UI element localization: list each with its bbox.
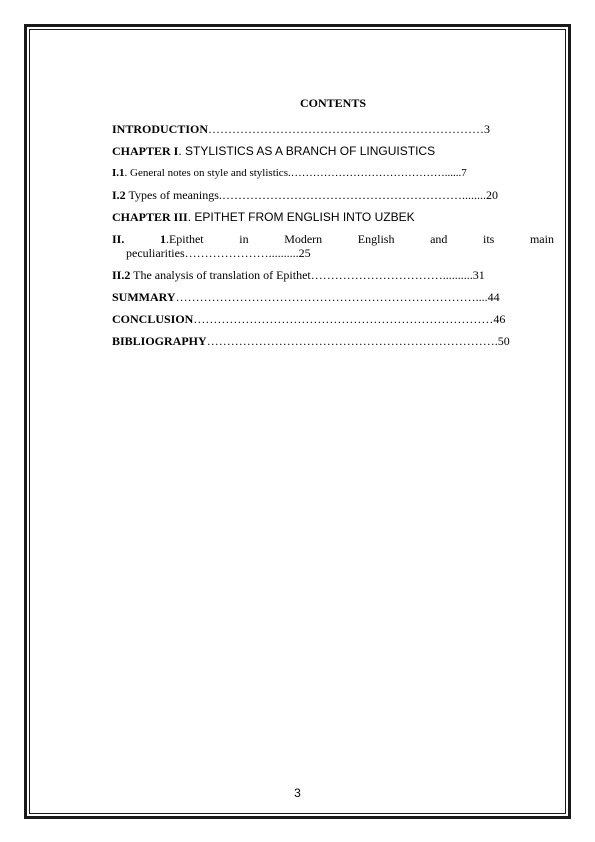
toc-leader: ……………………………………...... — [290, 167, 462, 179]
toc-entry-2-1 — [112, 232, 554, 260]
toc-entry-1-2 — [112, 188, 554, 202]
toc-heading: CHAPTER I — [112, 144, 179, 158]
toc-page: 50 — [497, 334, 510, 348]
page-number: 3 — [294, 786, 301, 800]
toc-justified-line — [112, 232, 554, 246]
toc-entry-chapter-1 — [112, 144, 554, 158]
toc-heading: SUMMARY — [112, 290, 176, 304]
toc-page: 20 — [485, 188, 498, 202]
contents-title: CONTENTS — [299, 96, 367, 110]
toc-page: 44 — [487, 290, 500, 304]
toc-heading: CHAPTER III — [112, 210, 188, 224]
toc-page: 31 — [472, 268, 485, 282]
toc-entry-1-1 — [112, 166, 554, 180]
toc-heading: INTRODUCTION — [112, 122, 209, 136]
toc-page: 7 — [461, 167, 467, 179]
toc-entry-conclusion — [112, 312, 554, 326]
toc-entry-summary — [112, 290, 554, 304]
toc-text: . STYLISTICS AS A BRANCH OF LINGUISTICS — [178, 144, 436, 158]
toc-text: Types of meanings. — [125, 188, 222, 202]
toc-text: The analysis of translation of Epithet — [130, 268, 311, 282]
toc-epithet: 1.Epithet — [159, 232, 204, 246]
toc-word: Modern — [284, 232, 323, 246]
contents-page — [112, 96, 554, 356]
toc-word: main — [529, 232, 554, 246]
toc-page: 46 — [493, 312, 506, 326]
toc-entry-2-2 — [112, 268, 554, 282]
toc-heading: I.2 — [112, 188, 126, 202]
toc-leader: …………………………….......... — [310, 268, 473, 282]
toc-text: peculiarities — [126, 246, 185, 260]
toc-page: 3 — [484, 122, 491, 136]
toc-entry-chapter-3 — [112, 210, 554, 224]
toc-leader: ………………………………………………………………… — [193, 312, 494, 326]
toc-entry-introduction — [112, 122, 554, 136]
toc-word: English — [357, 232, 395, 246]
toc-continuation — [112, 246, 554, 260]
toc-page: 25 — [298, 246, 311, 260]
toc-leader: ………………….......... — [184, 246, 299, 260]
toc-heading: II. — [112, 232, 125, 246]
toc-heading: I.1 — [112, 167, 125, 179]
toc-text: . EPITHET FROM ENGLISH INTO UZBEK — [187, 210, 415, 224]
toc-word: in — [239, 232, 249, 246]
toc-leader: …………………………………………………………… — [208, 122, 485, 136]
toc-heading: II.2 — [112, 268, 131, 282]
toc-text: . General notes on style and stylistics. — [124, 167, 291, 179]
toc-leader: ………………………………………………………………. — [206, 334, 498, 348]
toc-leader: ……………………………………………………........ — [221, 188, 486, 202]
toc-word: its — [483, 232, 495, 246]
toc-heading: CONCLUSION — [112, 312, 194, 326]
toc-entry-bibliography — [112, 334, 554, 348]
toc-heading: BIBLIOGRAPHY — [112, 334, 207, 348]
toc-word: and — [430, 232, 448, 246]
toc-leader: ………………………………………………………………….... — [175, 290, 488, 304]
